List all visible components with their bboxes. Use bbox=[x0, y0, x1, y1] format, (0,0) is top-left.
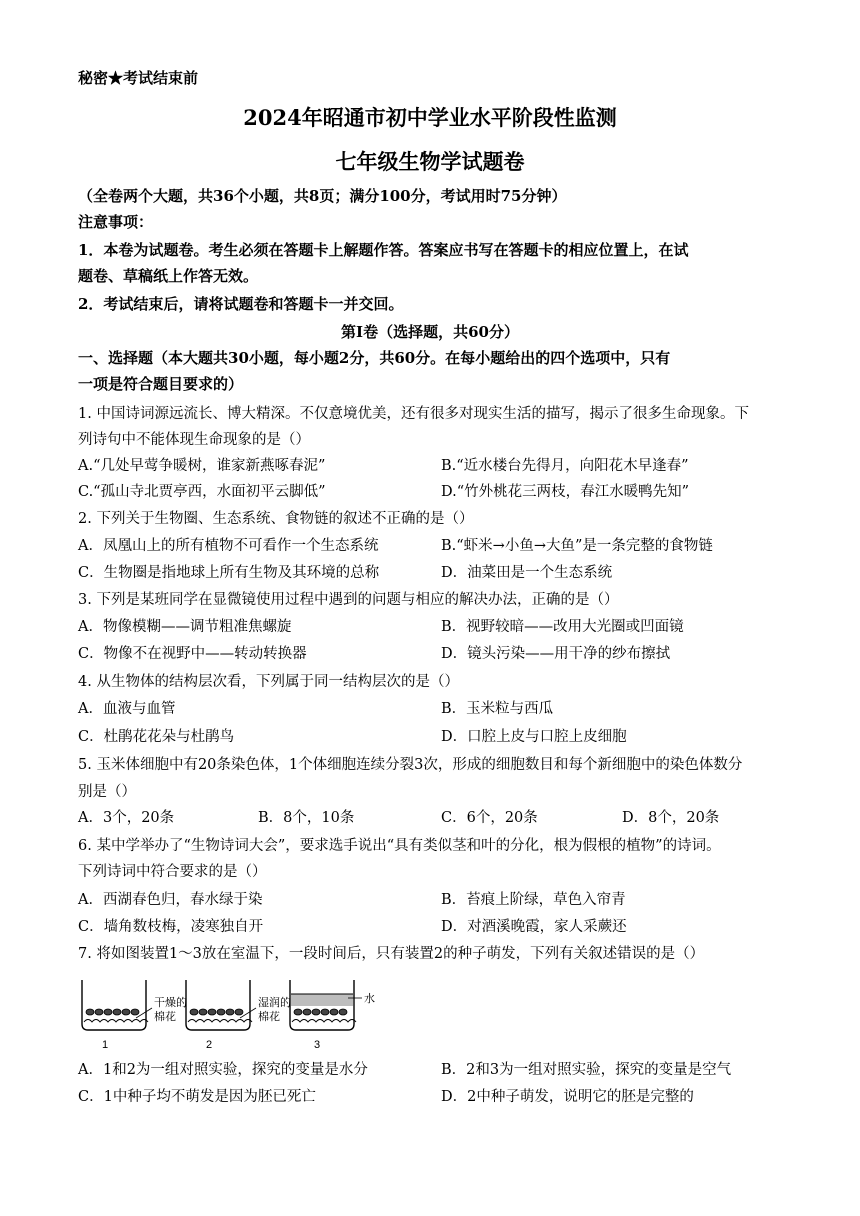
question-3-option-c: C．物像不在视野中——转动转换器 bbox=[78, 646, 307, 662]
note-1-line-1: 1．本卷为试题卷。考生必须在答题卡上解题作答。答案应书写在答题卡的相应位置上，在试 bbox=[78, 241, 689, 259]
exam-title: 2024年昭通市初中学业水平阶段性监测 bbox=[243, 105, 617, 130]
question-2-option-c: C．生物圈是指地球上所有生物及其环境的总称 bbox=[78, 565, 380, 581]
secret-mark: 秘密★考试结束前 bbox=[78, 69, 199, 87]
question-7-option-a: A．1和2为一组对照实验，探究的变量是水分 bbox=[78, 1062, 368, 1078]
question-4-option-a: A．血液与血管 bbox=[78, 701, 176, 717]
question-6-option-b: B．苔痕上阶绿，草色入帘青 bbox=[441, 892, 626, 908]
question-7-option-d: D．2中种子萌发，说明它的胚是完整的 bbox=[441, 1089, 694, 1105]
question-1-option-b: B.“近水楼台先得月，向阳花木早逢春” bbox=[441, 458, 689, 474]
note-1-line-2: 题卷、草稿纸上作答无效。 bbox=[78, 267, 259, 285]
exam-subtitle: 七年级生物学试题卷 bbox=[335, 149, 525, 174]
figure-number-3: 3 bbox=[314, 1039, 321, 1051]
section-instruction-line-1: 一、选择题（本大题共30小题，每小题2分，共60分。在每小题给出的四个选项中，只有 bbox=[78, 349, 671, 367]
figure-label-dry-1: 干燥的 bbox=[154, 997, 187, 1009]
seed-germination-figure bbox=[78, 972, 378, 1052]
question-5-stem-2: 别是（） bbox=[78, 784, 136, 800]
question-5-option-d: D．8个，20条 bbox=[622, 810, 720, 826]
question-3-option-b: B．视野较暗——改用大光圈或凹面镜 bbox=[441, 619, 684, 635]
question-4-option-d: D．口腔上皮与口腔上皮细胞 bbox=[441, 729, 627, 745]
question-2-option-d: D．油菜田是一个生态系统 bbox=[441, 565, 613, 581]
question-1-stem-1: 1. 中国诗词源远流长、博大精深。不仅意境优美，还有很多对现实生活的描写，揭示了很多生命现象。下 bbox=[78, 406, 749, 422]
question-3-stem: 3. 下列是某班同学在显微镜使用过程中遇到的问题与相应的解决办法，正确的是（） bbox=[78, 592, 619, 608]
question-5-option-a: A．3个，20条 bbox=[78, 810, 175, 826]
figure-number-2: 2 bbox=[206, 1039, 213, 1051]
question-7-stem: 7. 将如图装置1～3放在室温下，一段时间后，只有装置2的种子萌发，下列有关叙述错误的是（） bbox=[78, 946, 705, 962]
question-2-option-a: A．凤凰山上的所有植物不可看作一个生态系统 bbox=[78, 538, 379, 554]
question-6-option-d: D．对酒溪晚霞，家人采蕨还 bbox=[441, 919, 627, 935]
section-instruction-line-2: 一项是符合题目要求的） bbox=[78, 375, 244, 393]
figure-label-dry-2: 棉花 bbox=[154, 1011, 176, 1023]
question-1-option-c: C.“孤山寺北贾亭西，水面初平云脚低” bbox=[78, 484, 326, 500]
question-4-stem: 4. 从生物体的结构层次看，下列属于同一结构层次的是（） bbox=[78, 674, 459, 690]
question-3-option-d: D．镜头污染——用干净的纱布擦拭 bbox=[441, 646, 671, 662]
question-5-stem-1: 5. 玉米体细胞中有20条染色体，1个体细胞连续分裂3次，形成的细胞数目和每个新细胞中的染色体数分 bbox=[78, 757, 743, 773]
question-6-stem-1: 6. 某中学举办了“生物诗词大会”，要求选手说出“具有类似茎和叶的分化，根为假根的植物”的诗词。 bbox=[78, 838, 721, 854]
question-5-option-c: C．6个，20条 bbox=[441, 810, 538, 826]
exam-info: （全卷两个大题，共36个小题，共8页；满分100分，考试用时75分钟） bbox=[78, 187, 567, 205]
question-6-option-a: A．西湖春色归，春水绿于染 bbox=[78, 892, 263, 908]
figure-number-1: 1 bbox=[102, 1039, 109, 1051]
figure-label-wet-1: 湿润的 bbox=[258, 997, 291, 1009]
question-1-stem-2: 列诗句中不能体现生命现象的是（） bbox=[78, 432, 310, 448]
question-7-option-b: B．2和3为一组对照实验，探究的变量是空气 bbox=[441, 1062, 732, 1078]
question-4-option-b: B．玉米粒与西瓜 bbox=[441, 701, 554, 717]
question-6-stem-2: 下列诗词中符合要求的是（） bbox=[78, 864, 267, 880]
question-1-option-a: A.“几处早莺争暖树，谁家新燕啄春泥” bbox=[78, 458, 326, 474]
question-2-option-b: B.“虾米→小鱼→大鱼”是一条完整的食物链 bbox=[441, 538, 713, 554]
question-5-option-b: B．8个，10条 bbox=[258, 810, 355, 826]
section-title: 第Ⅰ卷（选择题，共60分） bbox=[341, 323, 519, 341]
question-7-option-c: C．1中种子均不萌发是因为胚已死亡 bbox=[78, 1089, 316, 1105]
question-1-option-d: D.“竹外桃花三两枝，春江水暖鸭先知” bbox=[441, 484, 690, 500]
notes-heading: 注意事项： bbox=[78, 213, 154, 231]
question-6-option-c: C．墙角数枝梅，凌寒独自开 bbox=[78, 919, 264, 935]
note-2: 2．考试结束后，请将试题卷和答题卡一并交回。 bbox=[78, 295, 404, 313]
question-4-option-c: C．杜鹃花花朵与杜鹃鸟 bbox=[78, 729, 235, 745]
figure-label-wet-2: 棉花 bbox=[258, 1011, 280, 1023]
question-3-option-a: A．物像模糊——调节粗准焦螺旋 bbox=[78, 619, 292, 635]
figure-label-water: 水 bbox=[364, 993, 375, 1005]
question-2-stem: 2. 下列关于生物圈、生态系统、食物链的叙述不正确的是（） bbox=[78, 511, 474, 527]
